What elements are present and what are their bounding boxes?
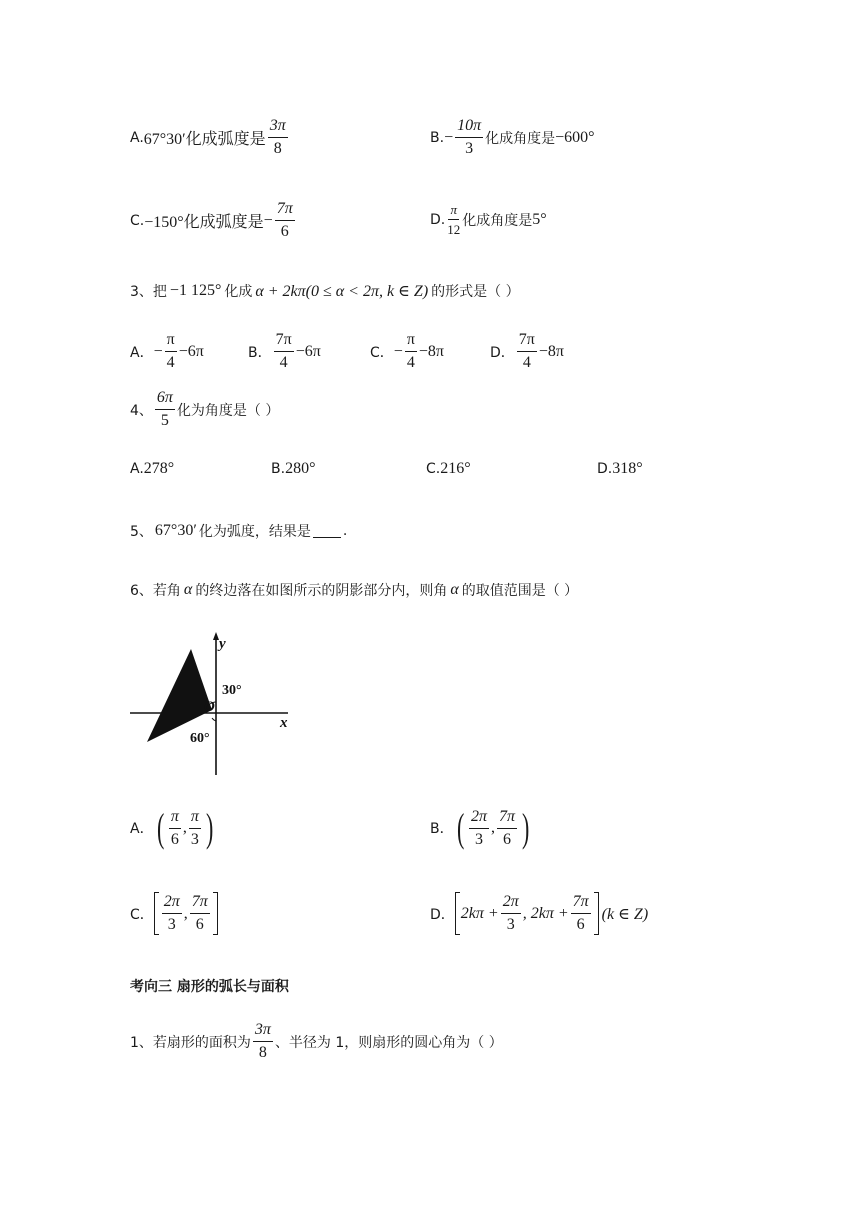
q6-alpha-2: α bbox=[450, 581, 459, 598]
fraction-numerator: 7π bbox=[274, 332, 294, 352]
q6-option-d-pre2: , 2kπ + bbox=[522, 904, 569, 922]
q5-value: 67°30′ bbox=[154, 522, 197, 539]
q3-option-tail: −8π bbox=[418, 342, 444, 360]
q6-alpha: α bbox=[183, 581, 193, 598]
q6-option-b bbox=[430, 805, 532, 850]
fraction-denominator: 6 bbox=[280, 223, 289, 240]
closed-interval bbox=[154, 892, 218, 935]
q5-prefix: 5、 bbox=[130, 524, 153, 540]
q3-option-fraction bbox=[517, 332, 537, 371]
angle-30-label: 30° bbox=[222, 683, 242, 698]
q4-suffix: 化为角度是（ ） bbox=[176, 402, 280, 419]
fraction-numerator: 2π bbox=[501, 894, 521, 914]
fraction-numerator: 2π bbox=[162, 894, 182, 914]
fraction-denominator: 5 bbox=[160, 412, 169, 429]
q4-option-label: C. bbox=[426, 461, 441, 477]
fraction bbox=[571, 894, 591, 933]
q4-option bbox=[271, 460, 315, 478]
q3-option-label: C． bbox=[370, 344, 394, 361]
fraction-denominator: 3 bbox=[465, 140, 474, 157]
fraction bbox=[469, 809, 489, 848]
fraction bbox=[190, 894, 210, 933]
q4-option-label: D. bbox=[597, 461, 613, 477]
q6-option-c-label: C． bbox=[130, 906, 154, 923]
q6-option-d-label: D． bbox=[430, 906, 455, 923]
s1-question bbox=[130, 1022, 503, 1061]
q6-option-d-tail: (k ∈ Z) bbox=[601, 905, 649, 923]
q3-option-label: D． bbox=[490, 344, 515, 361]
q4-option bbox=[130, 460, 174, 478]
fraction-numerator: 10π bbox=[455, 118, 483, 138]
q3-option-tail: −6π bbox=[295, 342, 321, 360]
fraction-denominator: 6 bbox=[170, 830, 179, 848]
q3-mid: 化成 bbox=[224, 284, 253, 300]
q4-option bbox=[597, 460, 643, 478]
fraction-denominator: 6 bbox=[502, 830, 511, 848]
q3-options bbox=[130, 332, 690, 371]
q2-option-a-label: A. bbox=[130, 129, 144, 146]
fraction-denominator: 12 bbox=[447, 222, 461, 237]
q2-option-b bbox=[430, 118, 595, 157]
fraction bbox=[169, 809, 181, 848]
q2-option-c-minus: − bbox=[263, 211, 273, 229]
q2-option-c bbox=[130, 201, 297, 240]
q3-suffix: 的形式是（ ） bbox=[431, 284, 520, 300]
fraction-numerator: π bbox=[448, 203, 459, 220]
q3-option-fraction bbox=[165, 332, 177, 371]
q3-option-sign: − bbox=[153, 342, 163, 360]
q2-option-b-fraction bbox=[455, 118, 483, 157]
fraction-denominator: 3 bbox=[190, 830, 199, 848]
q2-option-a-text: 67°30′化成弧度是 bbox=[143, 131, 266, 148]
fraction-denominator: 4 bbox=[279, 354, 288, 371]
fraction-denominator: 8 bbox=[273, 140, 282, 157]
fraction-numerator: π bbox=[189, 809, 201, 829]
q2-option-c-text: −150°化成弧度是 bbox=[144, 214, 264, 231]
q6-option-c bbox=[130, 892, 218, 935]
origin-label: O bbox=[204, 699, 215, 715]
fraction-denominator: 4 bbox=[522, 354, 531, 371]
q6-question bbox=[130, 580, 578, 600]
fraction-numerator: π bbox=[405, 332, 417, 352]
q4-options bbox=[130, 460, 670, 482]
q4-option-value: 278° bbox=[143, 460, 175, 477]
q3-option bbox=[490, 332, 564, 371]
q6-text-1: 6、若角 bbox=[130, 583, 181, 599]
q3-option-label: B． bbox=[248, 344, 272, 361]
angle-60-label: 60° bbox=[190, 731, 210, 746]
fraction-numerator: 7π bbox=[497, 809, 517, 829]
fraction-numerator: 7π bbox=[517, 332, 537, 352]
fraction-denominator: 3 bbox=[474, 830, 483, 848]
q2-option-c-fraction bbox=[275, 201, 295, 240]
q2-option-d-label: D. bbox=[430, 211, 446, 228]
q2-option-b-text: 化成角度是 bbox=[485, 130, 556, 147]
fraction-numerator: 3π bbox=[268, 118, 288, 138]
q3-option bbox=[370, 332, 490, 371]
q3-option-label: A． bbox=[130, 344, 154, 361]
q2-option-d bbox=[430, 203, 547, 236]
fraction bbox=[189, 809, 201, 848]
y-axis-label: y bbox=[219, 636, 226, 652]
q2-option-c-label: C. bbox=[130, 212, 145, 229]
q3-form: α + 2kπ(0 ≤ α < 2π, k ∈ Z) bbox=[255, 283, 429, 300]
s1-prefix: 1、若扇形的面积为 bbox=[130, 1034, 251, 1051]
q3-question bbox=[130, 281, 520, 301]
fraction-denominator: 6 bbox=[576, 916, 585, 933]
closed-interval bbox=[455, 892, 599, 935]
left-paren: ( bbox=[156, 805, 164, 850]
fraction-denominator: 6 bbox=[195, 916, 204, 933]
fraction bbox=[497, 809, 517, 848]
q2-option-b-minus: − bbox=[444, 128, 454, 146]
s1-suffix: 、半径为 1，则扇形的圆心角为（ ） bbox=[274, 1034, 503, 1051]
q2-option-a-fraction bbox=[268, 118, 288, 157]
fraction-numerator: 7π bbox=[571, 894, 591, 914]
fraction-denominator: 3 bbox=[167, 916, 176, 933]
q6-text-2: 的终边落在如图所示的阴影部分内，则角 bbox=[195, 583, 448, 599]
fraction bbox=[501, 894, 521, 933]
q3-prefix: 3、把 bbox=[130, 284, 167, 300]
q6-option-d bbox=[430, 892, 648, 935]
q5-question bbox=[130, 521, 347, 541]
q3-option-fraction bbox=[274, 332, 294, 371]
fraction-numerator: 7π bbox=[190, 894, 210, 914]
q2-option-b-label: B. bbox=[430, 129, 445, 146]
q4-option-label: B. bbox=[271, 461, 286, 477]
fraction-denominator: 8 bbox=[258, 1044, 267, 1061]
s1-fraction bbox=[253, 1022, 273, 1061]
q6-option-d-pre1: 2kπ + bbox=[460, 904, 499, 922]
fraction-numerator: 3π bbox=[253, 1022, 273, 1042]
comma: , bbox=[490, 819, 495, 836]
q6-angle-figure bbox=[128, 630, 308, 780]
fraction bbox=[162, 894, 182, 933]
fraction-denominator: 4 bbox=[166, 354, 175, 371]
q6-option-a-label: A． bbox=[130, 821, 154, 837]
comma: , bbox=[183, 904, 188, 922]
comma: , bbox=[182, 819, 187, 836]
q6-option-b-label: B． bbox=[430, 821, 454, 837]
shaded-region bbox=[147, 649, 212, 742]
fraction-denominator: 4 bbox=[406, 354, 415, 371]
right-paren: ) bbox=[205, 805, 214, 850]
q3-option-tail: −8π bbox=[538, 342, 564, 360]
q4-question bbox=[130, 390, 279, 429]
q2-option-a bbox=[130, 118, 290, 157]
q3-option-tail: −6π bbox=[178, 342, 204, 360]
fraction-denominator: 3 bbox=[506, 916, 515, 933]
q5-end: . bbox=[342, 523, 348, 539]
q4-option-value: 318° bbox=[612, 460, 643, 477]
x-axis-label: x bbox=[280, 715, 288, 731]
q6-option-a bbox=[130, 805, 216, 850]
q4-option bbox=[426, 460, 471, 478]
q2-option-d-text: 化成角度是 bbox=[462, 212, 533, 229]
q4-fraction bbox=[155, 390, 175, 429]
fraction-numerator: π bbox=[169, 809, 181, 829]
q4-prefix: 4、 bbox=[130, 402, 153, 419]
q4-option-value: 216° bbox=[440, 460, 471, 477]
q5-answer-blank[interactable] bbox=[313, 525, 341, 538]
q6-text-3: 的取值范围是（ ） bbox=[461, 583, 579, 599]
fraction-numerator: 7π bbox=[275, 201, 295, 221]
fraction-numerator: π bbox=[165, 332, 177, 352]
fraction-numerator: 2π bbox=[469, 809, 489, 829]
q3-option bbox=[248, 332, 370, 371]
q2-option-b-value: −600° bbox=[555, 128, 595, 146]
q3-value: −1 125° bbox=[169, 282, 222, 299]
q4-option-value: 280° bbox=[285, 460, 316, 477]
section-title: 考向三 扇形的弧长与面积 bbox=[130, 979, 289, 995]
q2-option-d-fraction bbox=[447, 203, 460, 236]
q5-suffix: 化为弧度，结果是 bbox=[198, 524, 311, 540]
q3-option bbox=[130, 332, 248, 371]
right-paren: ) bbox=[521, 805, 530, 850]
fraction-numerator: 6π bbox=[155, 390, 175, 410]
q3-option-sign: − bbox=[393, 342, 403, 360]
q4-option-label: A. bbox=[130, 461, 144, 477]
left-paren: ( bbox=[456, 805, 464, 850]
q3-option-fraction bbox=[405, 332, 417, 371]
q2-option-d-value: 5° bbox=[532, 210, 547, 228]
